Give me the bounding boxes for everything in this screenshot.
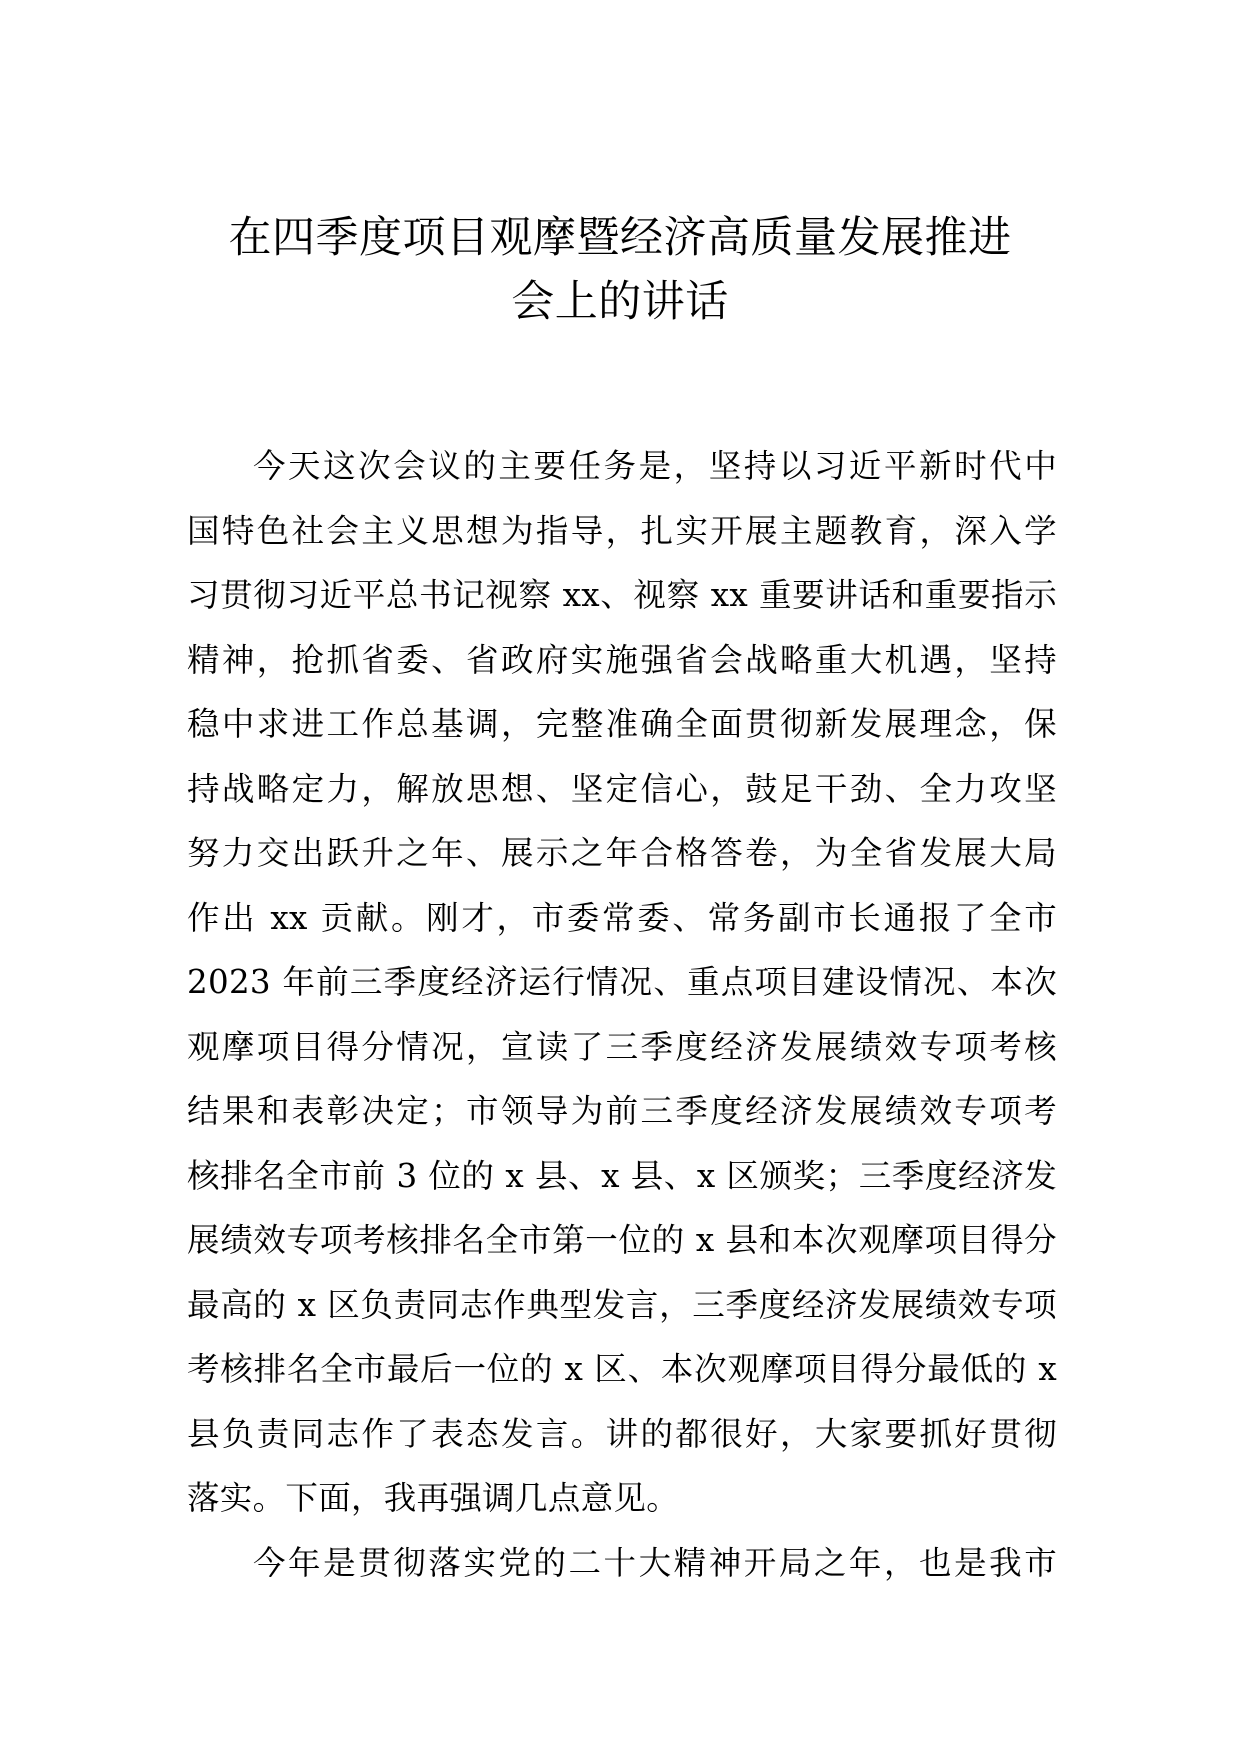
paragraph-line: 今年是贯彻落实党的二十大精神开局之年，也是我市 xyxy=(253,1543,1057,1582)
paragraph-line: 县负责同志作了表态发言。讲的都很好，大家要抓好贯彻 xyxy=(187,1414,1057,1453)
title-line-2: 会上的讲话 xyxy=(511,277,729,327)
document-body xyxy=(187,434,1057,1595)
paragraph-line: 展绩效专项考核排名全市第一位的 x 县和本次观摩项目得分 xyxy=(187,1221,1057,1259)
paragraph-line: 今天这次会议的主要任务是，坚持以习近平新时代中 xyxy=(253,447,1057,485)
paragraph-line: 精神，抢抓省委、省政府实施强省会战略重大机遇，坚持 xyxy=(187,640,1057,679)
paragraph-line: 考核排名全市最后一位的 x 区、本次观摩项目得分最低的 x xyxy=(187,1350,1057,1388)
paragraph-line: 习贯彻习近平总书记视察 xx、视察 xx 重要讲话和重要指示 xyxy=(187,576,1057,614)
paragraph-line: 观摩项目得分情况，宣读了三季度经济发展绩效专项考核 xyxy=(187,1027,1057,1066)
paragraph-line: 稳中求进工作总基调，完整准确全面贯彻新发展理念，保 xyxy=(187,705,1057,743)
paragraph-line: 作出 xx 贡献。刚才，市委常委、常务副市长通报了全市 xyxy=(187,898,1057,937)
paragraph-line: 努力交出跃升之年、展示之年合格答卷，为全省发展大局 xyxy=(187,834,1057,872)
paragraph-line: 2023 年前三季度经济运行情况、重点项目建设情况、本次 xyxy=(187,963,1057,1001)
paragraph-line: 落实。下面，我再强调几点意见。 xyxy=(187,1479,680,1517)
paragraph-1 xyxy=(187,434,1057,1531)
paragraph-line: 最高的 x 区负责同志作典型发言，三季度经济发展绩效专项 xyxy=(187,1285,1057,1324)
paragraph-line: 核排名全市前 3 位的 x 县、x 县、x 区颁奖；三季度经济发 xyxy=(187,1156,1057,1195)
paragraph-2 xyxy=(187,1531,1057,1596)
paragraph-line: 持战略定力，解放思想、坚定信心，鼓足干劲、全力攻坚 xyxy=(187,769,1057,808)
paragraph-line: 国特色社会主义思想为指导，扎实开展主题教育，深入学 xyxy=(187,511,1057,550)
document-title xyxy=(150,206,1090,334)
paragraph-line: 结果和表彰决定；市领导为前三季度经济发展绩效专项考 xyxy=(187,1092,1057,1130)
title-line-1: 在四季度项目观摩暨经济高质量发展推进 xyxy=(228,213,1012,263)
